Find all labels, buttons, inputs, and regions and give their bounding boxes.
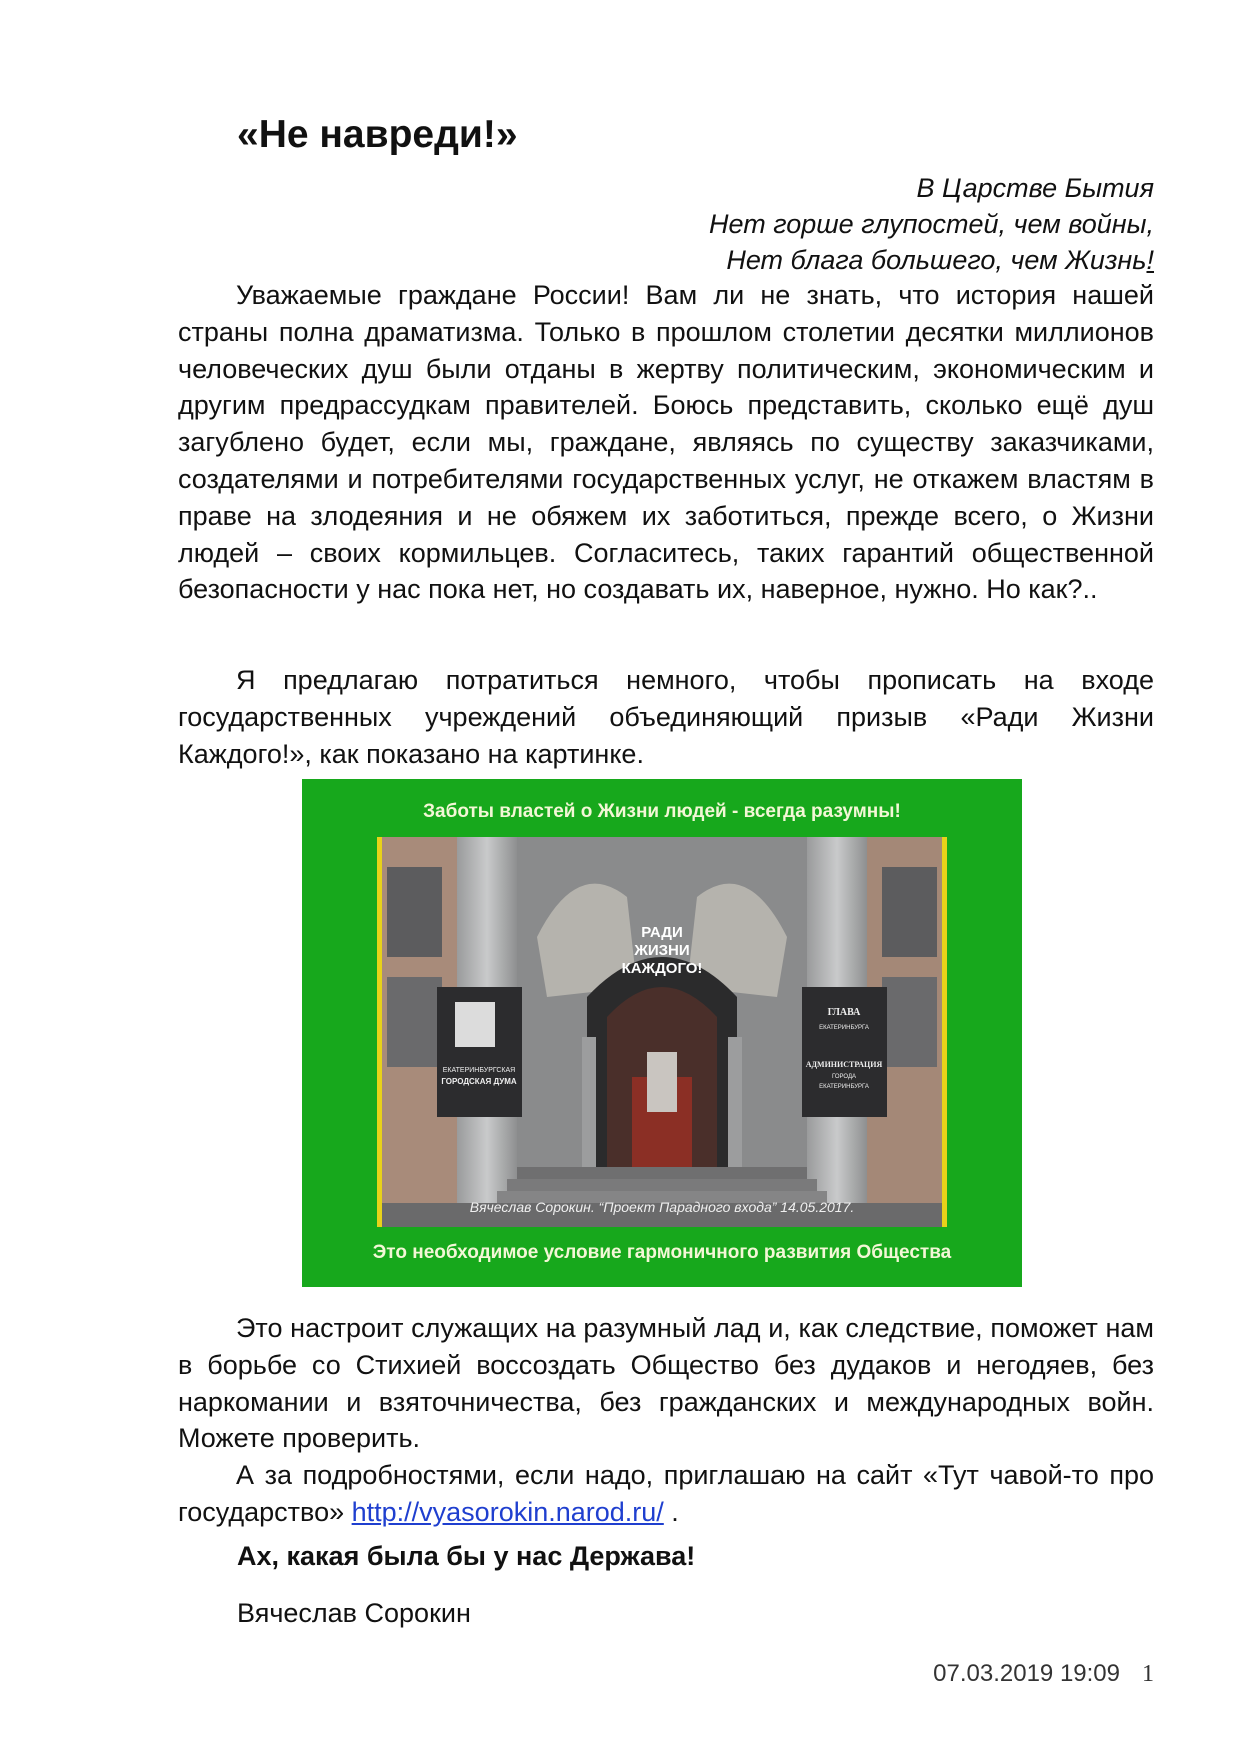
paragraph-4-text: А за подробностями, если надо, приглашаю на сайт «Тут чавой-то про государство» [178,1460,1154,1527]
right-plaque-line-5: ЕКАТЕРИНБУРГА [819,1084,869,1090]
paragraph-3 [178,1310,1154,1457]
paragraph-1-text: Уважаемые граждане России! Вам ли не знать, что история нашей страны полна драматизма. Только в прошлом столетии десятки миллионов человеческих душ были отданы в жертву политическим, экономическим и другим предрассудкам правителей. Боюсь представить, сколько ещё душ загублено будет, если мы, граждане, являясь по существу заказчиками, создателями и потребителями государственных услуг, не откажем властям в праве на злодеяния и не обяжем их заботиться, прежде всего, о Жизни людей – своих кормильцев. Согласитесь, таких гарантий общественной безопасности у нас пока нет, но создавать их, наверное, нужно. Но как?.. [178,280,1154,605]
document-title: «Не навреди!» [237,113,518,156]
building-entrance-photo [377,837,947,1227]
right-plaque-line-4: ГОРОДА [831,1074,857,1080]
poster-caption-bottom: Это необходимое условие гармоничного развития Общества [372,1242,952,1263]
paragraph-4-end: . [663,1496,679,1527]
website-link[interactable]: http://vyasorokin.narod.ru/ [351,1496,664,1527]
paragraph-1 [178,277,1154,608]
right-plaque-line-3: АДМИНИСТРАЦИЯ [805,1060,883,1069]
page-number: 1 [1142,1661,1154,1687]
photo-credit: Вячеслав Сорокин. “Проект Парадного входа” 14.05.2017. [469,1199,855,1215]
yellow-border-right [942,837,947,1227]
paragraph-4 [178,1457,1154,1531]
epigraph-exclamation: ! [1146,245,1154,275]
right-plaque-line-2: ЕКАТЕРИНБУРГА [819,1025,869,1031]
yellow-border-left [377,837,382,1227]
left-plaque-line-2: ГОРОДСКАЯ ДУМА [441,1077,517,1086]
footer-datetime: 07.03.2019 19:09 [933,1660,1120,1687]
left-plaque-line-1: ЕКАТЕРИНБУРГСКАЯ [442,1067,516,1074]
arch-sign-line-3: КАЖДОГО! [621,960,703,977]
epigraph [554,170,1154,278]
author-signature: Вячеслав Сорокин [237,1598,471,1628]
paragraph-3-text: Это настроит служащих на разумный лад и, как следствие, поможет нам в борьбе со Стихией воссоздать Общество без дудаков и негодяев, без наркомании и взяточничества, без гражданских и международных войн. Можете проверить. [178,1313,1154,1454]
closing-line: Ах, какая была бы у нас Держава! [237,1541,696,1571]
arch-sign-line-2: ЖИЗНИ [634,942,690,959]
building-illustration [377,837,947,1227]
page-footer [933,1660,1154,1688]
epigraph-line-3-text: Нет блага большего, чем Жизнь [726,245,1147,275]
right-plaque-line-1: ГЛАВА [827,1007,861,1018]
epigraph-line-1: В Царстве Бытия [916,173,1154,203]
epigraph-line-3 [554,242,1154,278]
arch-sign-line-1: РАДИ [641,924,683,941]
epigraph-line-2: Нет горше глупостей, чем войны, [709,209,1154,239]
poster-image [302,779,1022,1287]
paragraph-2 [178,662,1154,772]
paragraph-2-text: Я предлагаю потратиться немного, чтобы прописать на входе государственных учреждений объединяющий призыв «Ради Жизни Каждого!», как показано на картинке. [178,665,1154,769]
poster-caption-top: Заботы властей о Жизни людей - всегда разумны! [423,801,901,822]
